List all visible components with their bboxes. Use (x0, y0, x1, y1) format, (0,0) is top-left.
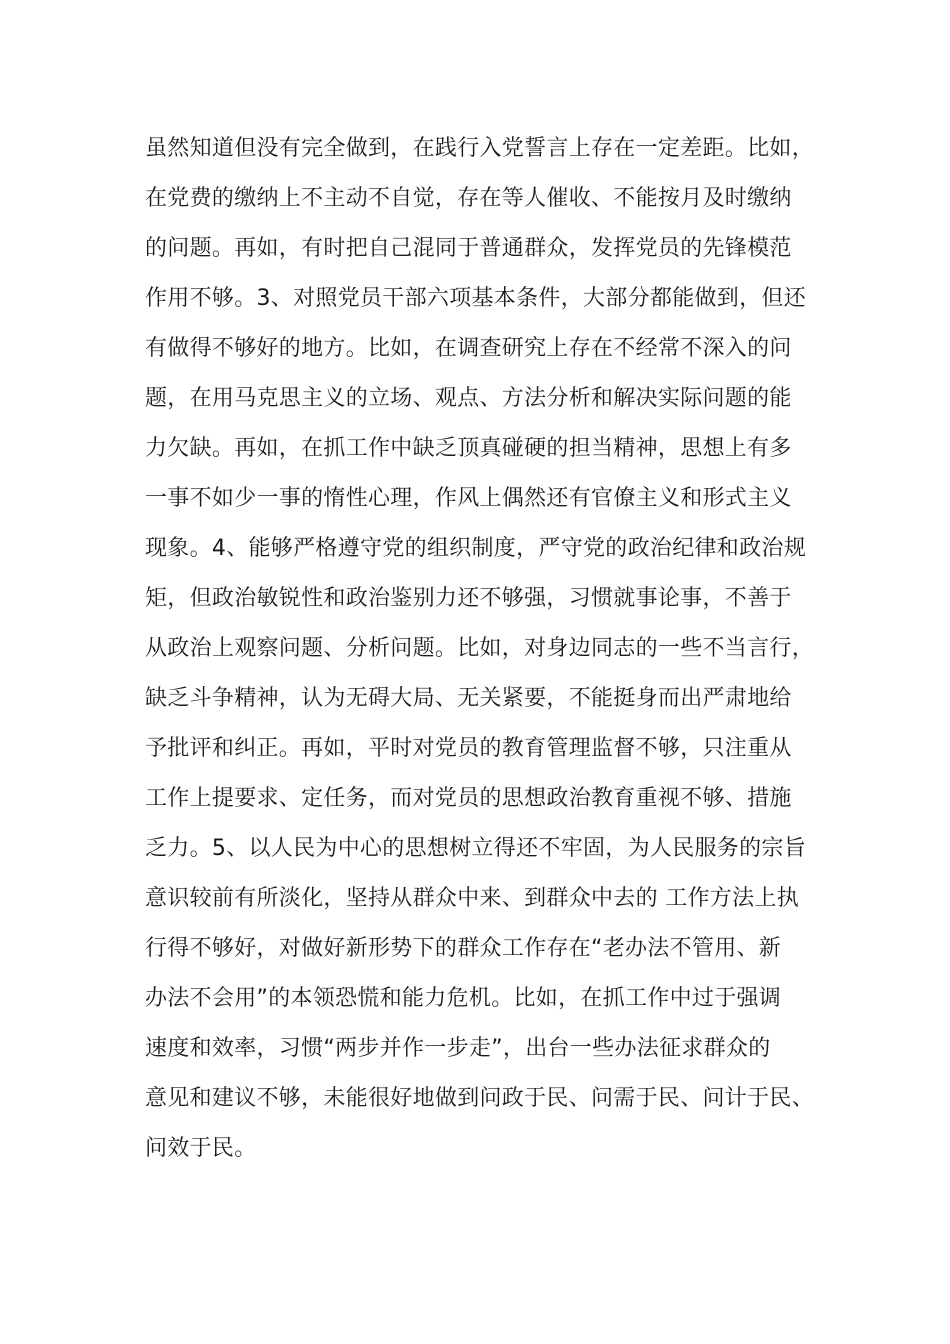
text-line-21: 问效于民。 (145, 1136, 257, 1161)
text-line-9: 现象。4、能够严格遵守党的组织制度，严守党的政治纪律和政治规 (145, 536, 806, 561)
text-line-4: 作用不够。3、对照党员干部六项基本条件，大部分都能做到，但还 (145, 286, 806, 311)
text-line-2: 在党费的缴纳上不主动不自觉，存在等人催收、不能按月及时缴纳 (145, 186, 792, 211)
text-line-1: 虽然知道但没有完全做到，在践行入党誓言上存在一定差距。比如， (145, 136, 815, 161)
text-line-18: 办法不会用”的本领恐慌和能力危机。比如，在抓工作中过于强调 (145, 986, 782, 1011)
text-line-16: 意识较前有所淡化，坚持从群众中来、到群众中去的 工作方法上执 (145, 886, 799, 911)
text-line-10: 矩，但政治敏锐性和政治鉴别力还不够强，习惯就事论事，不善于 (145, 586, 792, 611)
text-line-5: 有做得不够好的地方。比如，在调查研究上存在不经常不深入的问 (145, 336, 792, 361)
text-line-15: 乏力。5、以人民为中心的思想树立得还不牢固，为人民服务的宗旨 (145, 836, 806, 861)
text-line-3: 的问题。再如，有时把自己混同于普通群众，发挥党员的先锋模范 (145, 236, 792, 261)
text-line-6: 题，在用马克思主义的立场、观点、方法分析和解决实际问题的能 (145, 386, 792, 411)
text-line-8: 一事不如少一事的惰性心理，作风上偶然还有官僚主义和形式主义 (145, 486, 792, 511)
text-line-7: 力欠缺。再如，在抓工作中缺乏顶真碰硬的担当精神，思想上有多 (145, 436, 792, 461)
text-line-17: 行得不够好，对做好新形势下的群众工作存在“老办法不管用、新 (145, 936, 782, 961)
text-line-12: 缺乏斗争精神，认为无碍大局、无关紧要，不能挺身而出严肃地给 (145, 686, 792, 711)
text-line-19: 速度和效率，习惯“两步并作一步走”，出台一些办法征求群众的 (145, 1036, 771, 1061)
text-line-20: 意见和建议不够，未能很好地做到问政于民、问需于民、问计于民、 (145, 1086, 815, 1111)
text-line-11: 从政治上观察问题、分析问题。比如，对身边同志的一些不当言行， (145, 636, 815, 661)
text-line-13: 予批评和纠正。再如，平时对党员的教育管理监督不够，只注重从 (145, 736, 792, 761)
body-paragraph (145, 124, 815, 1174)
text-line-14: 工作上提要求、定任务，而对党员的思想政治教育重视不够、措施 (145, 786, 792, 811)
